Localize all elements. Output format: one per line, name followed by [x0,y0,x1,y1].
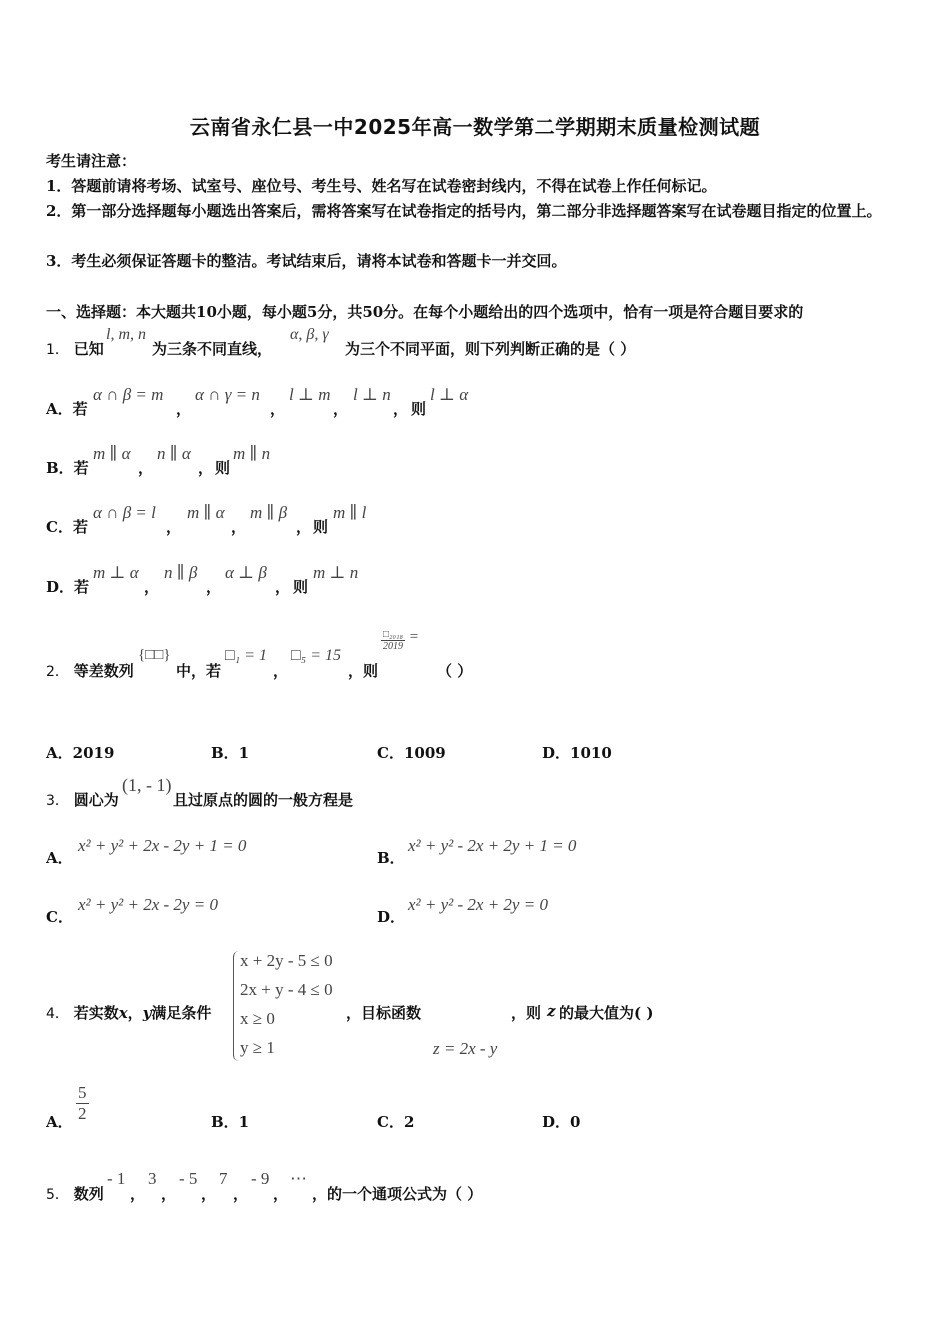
separator: ， [275,578,291,596]
question-text: ，则 [348,662,379,680]
question-2 [46,660,134,681]
question-text: ，则 [511,1004,542,1022]
option-a-fraction [76,1083,89,1124]
option-a-label: A． [46,1113,73,1131]
separator: ， [138,459,154,477]
term-3: - 5 [179,1169,198,1188]
option-d-label: D． [377,908,406,926]
term-2: 3 [148,1169,157,1188]
option-a-cond-2: α ∩ γ = n [195,385,260,404]
option-c-cond-1: α ∩ β = l [93,503,156,522]
question-4 [46,1002,211,1023]
separator: ， [273,662,289,680]
term-1: - 1 [107,1169,126,1188]
math-center: (1, - 1) [122,775,172,795]
option-b-result: m ∥ n [233,444,271,463]
option-d-result: m ⊥ n [313,563,359,582]
question-text: 满足条件 [151,1004,212,1022]
system-brace [233,951,240,1061]
option-d: D．1010 [542,744,612,762]
question-text: 的最大值为( ) [559,1004,654,1022]
question-text: 圆心为 [73,791,119,809]
question-text: 数列 [73,1185,104,1203]
fraction-numerator: 5 [78,1083,87,1102]
math-s5: □₅ = 15 [291,647,342,664]
question-number: 2． [46,664,69,680]
section-heading: 一、选择题：本大题共10小题，每小题5分，共50分。在每个小题给出的四个选项中，恰有一项是符合题目要求的 [46,303,804,321]
question-1 [46,338,104,359]
math-lines: l, m, n [106,326,146,343]
then-word: 则 [313,518,329,536]
separator: ， [144,578,160,596]
option-a-cond-1: α ∩ β = m [93,385,164,404]
option-d: D．0 [542,1113,581,1131]
separator: ， [270,400,286,418]
question-text: 已知 [73,340,104,358]
equals-sign: = [409,629,419,645]
term-ellipsis: ⋯ [290,1169,307,1188]
question-text: 且过原点的圆的一般方程是 [173,791,354,809]
option-a-cond-3: l ⊥ m [289,385,331,404]
option-c: C．2 [377,1113,415,1131]
question-number: 1． [46,342,69,358]
question-3 [46,789,119,810]
separator: ， [127,1004,143,1022]
option-a-label: A．若 [46,400,88,418]
objective-function: z = 2x - y [433,1039,498,1058]
option-a-expr: x² + y² + 2x - 2y + 1 = 0 [78,836,247,855]
fraction-denominator: 2 [78,1104,87,1123]
question-number: 3． [46,793,69,809]
separator: ， [233,1185,249,1203]
then-word: 则 [293,578,309,596]
option-c-label: C． [46,908,73,926]
question-text: ，的一个通项公式为（ ） [312,1185,483,1203]
math-sequence: {□□} [138,647,171,663]
separator: ， [166,518,182,536]
var-x: x [118,1004,128,1022]
option-c-cond-2: m ∥ α [187,503,225,522]
option-b-cond-2: n ∥ α [157,444,191,463]
page-title: 云南省永仁县一中2025年高一数学第二学期期末质量检测试题 [189,115,761,139]
answer-paren: （ ） [437,662,473,680]
constraint-2: 2x + y - 4 ≤ 0 [240,980,333,999]
constraint-4: y ≥ 1 [240,1038,275,1057]
separator: ， [206,578,222,596]
fraction-numerator: □₂₀₁₈ [381,629,405,641]
option-c-result: m ∥ l [333,503,367,522]
option-d-cond-3: α ⊥ β [225,563,267,582]
option-a-result: l ⊥ α [430,385,469,404]
option-a: A．2019 [46,744,115,762]
question-text: 等差数列 [73,662,134,680]
question-text: 为三个不同平面，则下列判断正确的是（ ） [345,340,636,358]
option-a-cond-4: l ⊥ n [353,385,391,404]
constraint-3: x ≥ 0 [240,1009,275,1028]
separator: ， [198,459,214,477]
option-b-label: B． [377,849,405,867]
option-b-expr: x² + y² - 2x + 2y + 1 = 0 [408,836,577,855]
separator: ， [176,400,192,418]
question-text: ，目标函数 [346,1004,422,1022]
separator: ， [231,518,247,536]
notice-item-1: 1．答题前请将考场、试室号、座位号、考生号、姓名写在试卷密封线内，不得在试卷上作任何标记。 [46,177,717,195]
var-y: y [142,1004,152,1022]
separator: ， [130,1185,146,1203]
fraction-denominator: 2019 [383,641,403,652]
term-5: - 9 [251,1169,270,1188]
option-d-cond-2: n ∥ β [164,563,198,582]
term-4: 7 [219,1169,228,1188]
separator: ， [333,400,349,418]
separator: ， [296,518,312,536]
var-z: z [547,1002,556,1020]
separator: ， [201,1185,217,1203]
then-word: 则 [411,400,427,418]
option-c-expr: x² + y² + 2x - 2y = 0 [78,895,218,914]
option-a-label: A． [46,849,73,867]
option-d-label: D．若 [46,578,90,596]
constraint-1: x + 2y - 5 ≤ 0 [240,951,333,970]
notice-item-2: 2．第一部分选择题每小题选出答案后，需将答案写在试卷指定的括号内，第二部分非选择题答案写在试卷题目指定的位置上。 [46,202,882,220]
option-c-cond-3: m ∥ β [250,503,288,522]
math-planes: α, β, γ [290,326,329,343]
notice-heading: 考生请注意： [46,152,137,170]
question-text: 若实数 [73,1004,119,1022]
option-d-cond-1: m ⊥ α [93,563,139,582]
question-text: 为三条不同直线， [152,340,273,358]
option-b: B．1 [211,1113,250,1131]
option-d-expr: x² + y² - 2x + 2y = 0 [408,895,548,914]
option-b-label: B．若 [46,459,89,477]
separator: ， [161,1185,177,1203]
then-word: 则 [215,459,231,477]
math-a1: □₁ = 1 [225,647,268,664]
question-text: 中，若 [176,662,222,680]
question-5 [46,1183,104,1204]
fraction [381,629,418,652]
option-c: C．1009 [377,744,446,762]
separator: ， [393,400,409,418]
notice-item-3: 3．考生必须保证答题卡的整洁。考试结束后，请将本试卷和答题卡一并交回。 [46,252,567,270]
option-b-cond-1: m ∥ α [93,444,131,463]
separator: ， [273,1185,289,1203]
option-b: B．1 [211,744,250,762]
question-number: 4． [46,1006,69,1022]
question-number: 5． [46,1187,69,1203]
option-c-label: C．若 [46,518,88,536]
